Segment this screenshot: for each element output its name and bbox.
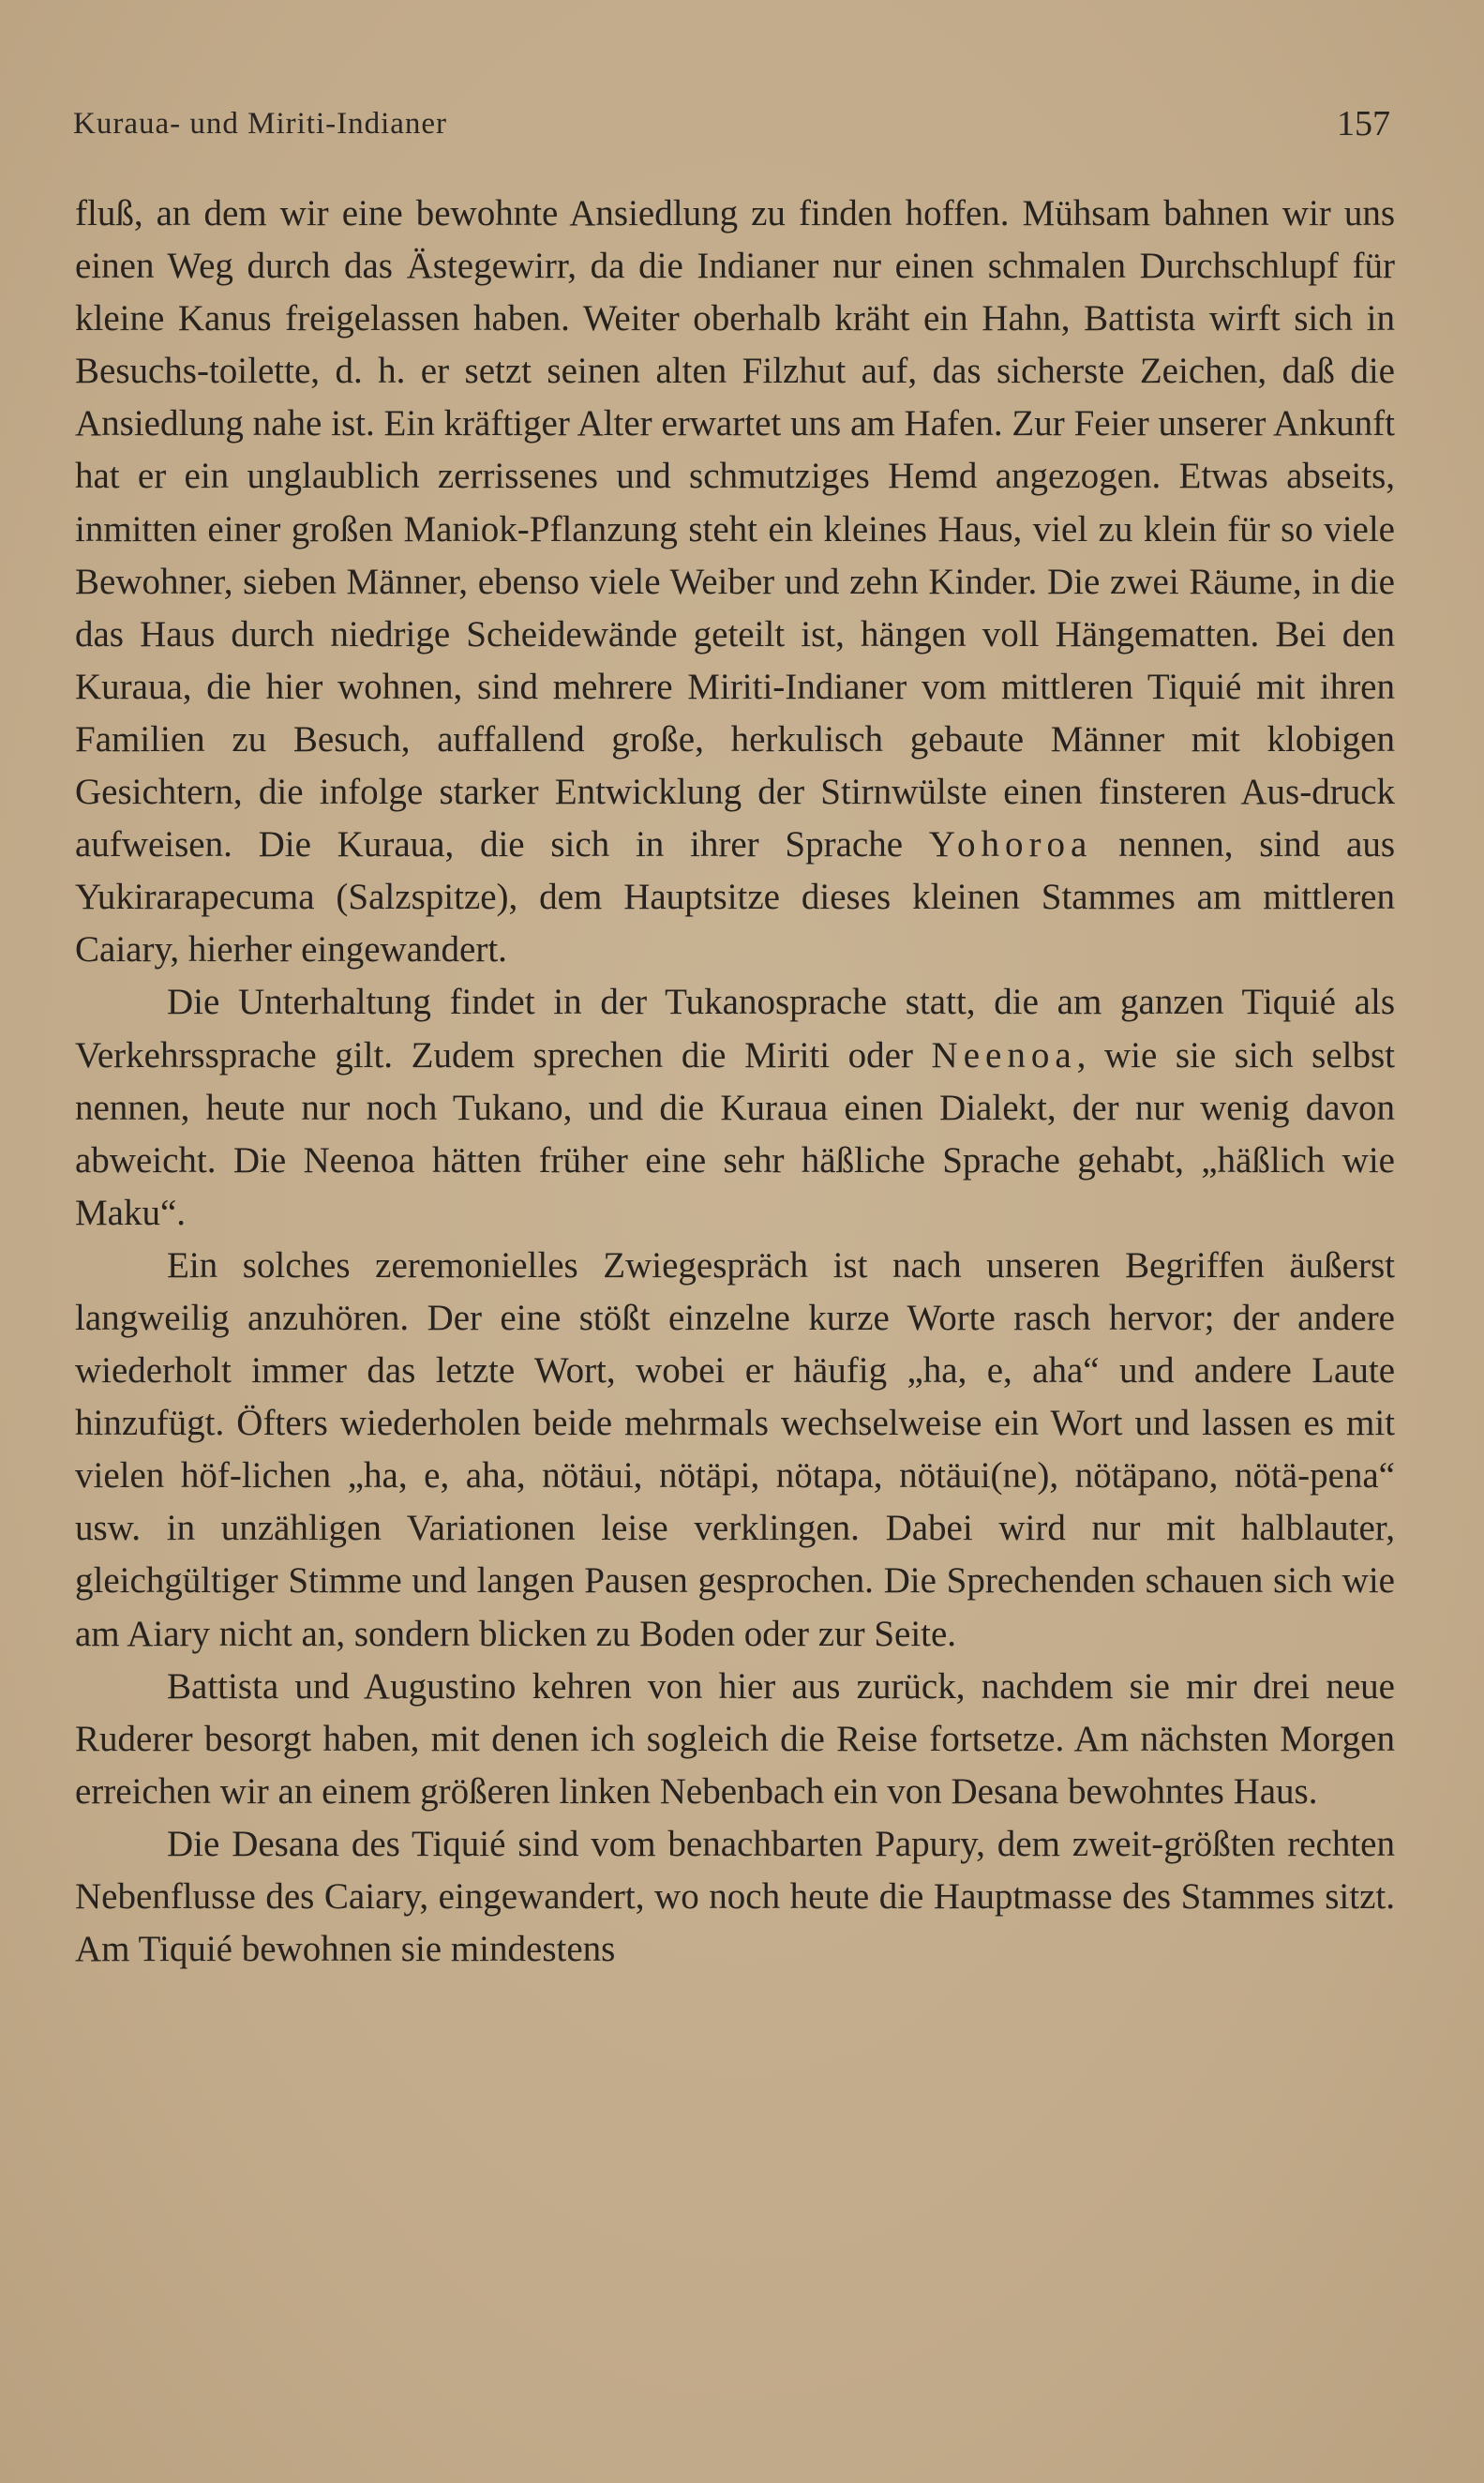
paragraph-1-text-after: nennen, sind aus Yukirarapecuma (Salzspitze), dem Hauptsitze dieses kleinen Stammes am mittleren Caiary, hierher eingewandert. [75,824,1396,971]
paragraph-4 [75,1661,1395,1818]
paragraph-2 [75,976,1395,1239]
paragraph-4-text: Battista und Augustino kehren von hier aus zurück, nachdem sie mir drei neue Ruderer besorgt haben, mit denen ich sogleich die Reise fortsetze. Am nächsten Morgen erreichen wir an einem größeren linken Nebenbach ein von Desana bewohntes Haus. [75,1665,1395,1812]
body-text [75,188,1395,1976]
paragraph-1-text: fluß, an dem wir eine bewohnte Ansiedlung zu finden hoffen. Mühsam bahnen wir uns einen Weg durch das Ästegewirr, da die Indianer nur einen schmalen Durchschlupf für kleine Kanus freigelassen haben. Weiter oberhalb kräht ein Hahn, Battista wirft sich in Besuchs-toilette, d. h. er setzt seinen alten Filzhut auf, das sicherste Zeichen, daß die Ansiedlung nahe ist. Ein kräftiger Alter erwartet uns am Hafen. Zur Feier unserer Ankunft hat er ein unglaublich zerrissenes und schmutziges Hemd angezogen. Etwas abseits, inmitten einer großen Maniok-Pflanzung steht ein kleines Haus, viel zu klein für so viele Bewohner, sieben Männer, ebenso viele Weiber und zehn Kinder. Die zwei Räume, in die das Haus durch niedrige Scheidewände geteilt ist, hängen voll Hängematten. Bei den Kuraua, die hier wohnen, sind mehrere Miriti-Indianer vom mittleren Tiquié mit ihren Familien zu Besuch, auffallend große, herkulisch gebaute Männer mit klobigen Gesichtern, die infolge starker Entwicklung der Stirnwülste einen finsteren Aus-druck aufweisen. Die Kuraua, die sich in ihrer Sprache [75,193,1395,865]
paragraph-2-spaced-term: Neenoa [931,1034,1077,1076]
paragraph-1-spaced-term: Yohoroa [928,824,1093,865]
page-header [73,103,1390,150]
paragraph-5 [75,1818,1395,1976]
paragraph-2-text: Die Unterhaltung findet in der Tukanosprache statt, die am ganzen Tiquié als Verkehrssprache gilt. Zudem sprechen die Miriti oder [75,982,1395,1076]
paragraph-5-text: Die Desana des Tiquié sind vom benachbarten Papury, dem zweit-größten rechten Nebenflusse des Caiary, eingewandert, wo noch heute die Hauptmasse des Stammes sitzt. Am Tiquié bewohnen sie mindestens [75,1823,1395,1970]
paragraph-2-text-after: , wie sie sich selbst nennen, heute nur noch Tukano, und die Kuraua einen Dialekt, der nur wenig davon abweicht. Die Neenoa hätten früher eine sehr häßliche Sprache gehabt, „häßlich wie Maku“. [75,1034,1395,1233]
running-head: Kuraua- und Miriti-Indianer [73,107,448,141]
paragraph-3 [75,1240,1395,1661]
paragraph-1 [75,188,1395,976]
paragraph-3-text: Ein solches zeremonielles Zwiegespräch ist nach unseren Begriffen äußerst langweilig anzuhören. Der eine stößt einzelne kurze Worte rasch hervor; der andere wiederholt immer das letzte Wort, wobei er häufig „ha, e, aha“ und andere Laute hinzufügt. Öfters wiederholen beide mehrmals wechselweise ein Wort und lassen es mit vielen höf-lichen „ha, e, aha, nötäui, nötäpi, nötapa, nötäui(ne), nötäpano, nötä-pena“ usw. in unzähligen Variationen leise verklingen. Dabei wird nur mit halblauter, gleichgültiger Stimme und langen Pausen gesprochen. Die Sprechenden schauen sich wie am Aiary nicht an, sondern blicken zu Boden oder zur Seite. [75,1244,1395,1654]
page-number: 157 [1337,104,1390,143]
